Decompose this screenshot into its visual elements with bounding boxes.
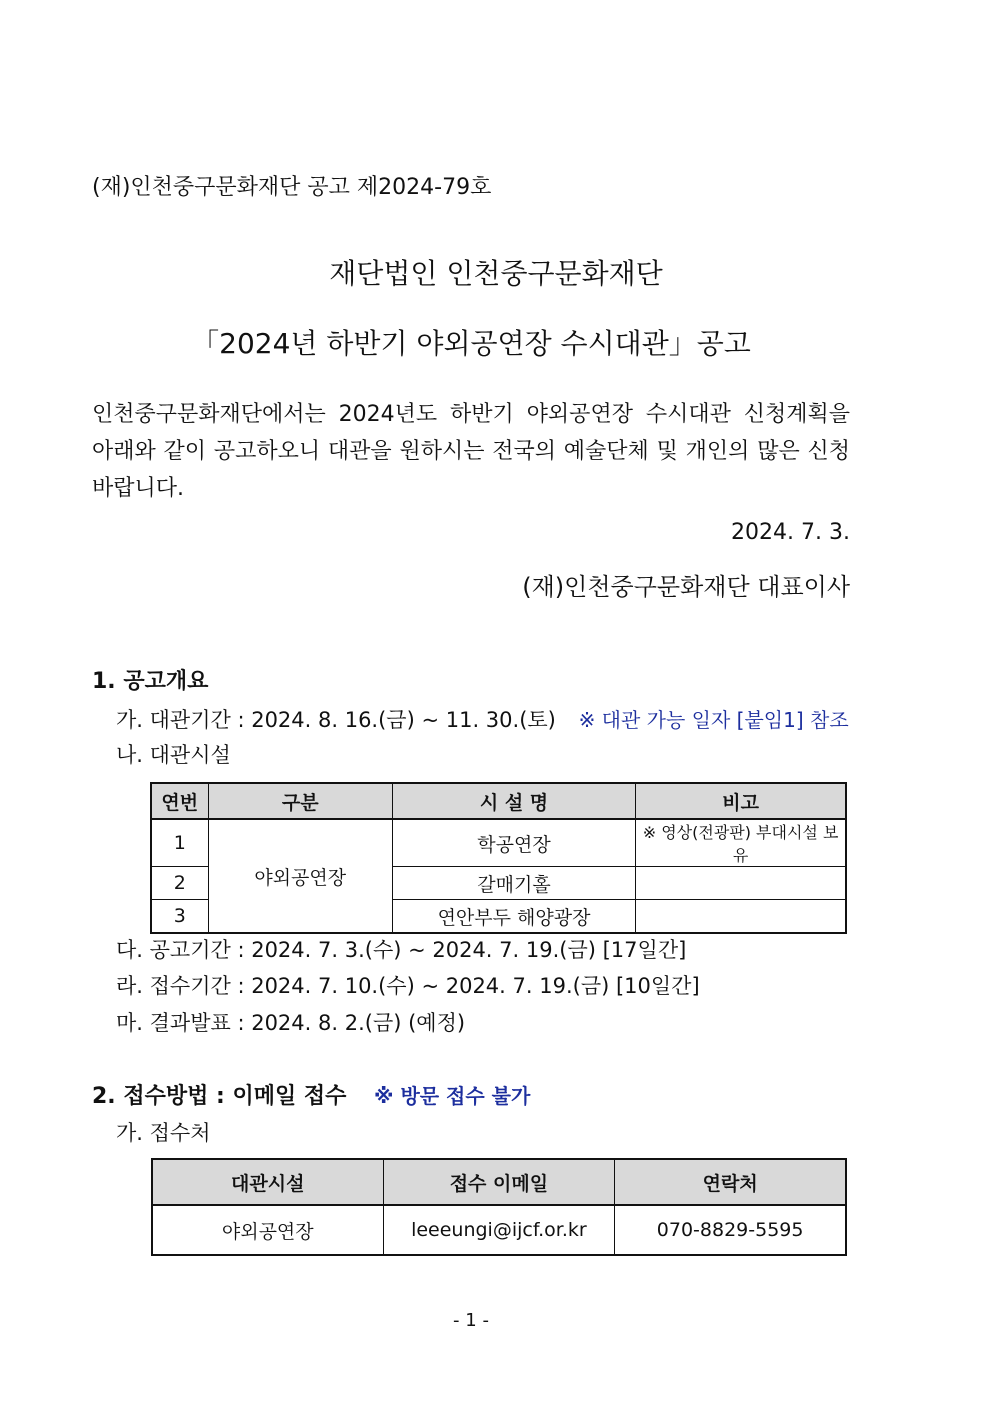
result-announcement-item: 마. 결과발표 : 2024. 8. 2.(금) (예정) — [116, 1011, 466, 1035]
table-header-row — [151, 783, 846, 819]
notice-period-item: 다. 공고기간 : 2024. 7. 3.(수) ~ 2024. 7. 19.(금) [17일간] — [116, 938, 687, 962]
intro-paragraph — [92, 396, 850, 507]
col-header: 접수 이메일 — [383, 1159, 615, 1205]
row-number: 3 — [151, 900, 208, 934]
notice-number: (재)인천중구문화재단 공고 제2024-79호 — [92, 175, 492, 200]
receipt-facility: 야외공연장 — [152, 1205, 383, 1255]
section2-note: ※ 방문 접수 불가 — [374, 1084, 531, 1108]
title-foundation: 재단법인 인천중구문화재단 — [329, 257, 663, 290]
facility-note — [636, 900, 846, 934]
receipt-table — [151, 1158, 847, 1256]
intro-line: 아래와 같이 공고하오니 대관을 원하시는 전국의 예술단체 및 개인의 많은 신청 — [92, 439, 850, 464]
announcement-date: 2024. 7. 3. — [731, 520, 850, 545]
facility-item: 나. 대관시설 — [116, 743, 231, 767]
col-header: 대관시설 — [152, 1159, 383, 1205]
col-header: 비고 — [636, 783, 846, 819]
rental-period-note: ※ 대관 가능 일자 [붙임1] 참조 — [578, 708, 849, 732]
intro-line: 인천중구문화재단에서는 2024년도 하반기 야외공연장 수시대관 신청계획을 — [92, 402, 850, 427]
facility-table — [150, 782, 847, 934]
section2-heading: 2. 접수방법 : 이메일 접수 — [92, 1084, 347, 1109]
receipt-email: leeeungi@ijcf.or.kr — [383, 1205, 615, 1255]
col-header: 연락처 — [615, 1159, 846, 1205]
application-period-item: 라. 접수기간 : 2024. 7. 10.(수) ~ 2024. 7. 19.(금) [10일간] — [116, 974, 700, 998]
table-row — [152, 1205, 846, 1255]
facility-name: 학공연장 — [392, 819, 635, 867]
section1-heading: 1. 공고개요 — [92, 669, 209, 694]
row-number: 2 — [151, 867, 208, 900]
page-number: - 1 - — [453, 1310, 489, 1331]
facility-name: 갈매기홀 — [392, 867, 635, 900]
facility-category: 야외공연장 — [208, 819, 392, 933]
col-header: 시 설 명 — [392, 783, 635, 819]
rental-period-text: 가. 대관기간 : 2024. 8. 16.(금) ~ 11. 30.(토) — [116, 708, 556, 732]
col-header: 연번 — [151, 783, 208, 819]
title-announcement: 「2024년 하반기 야외공연장 수시대관」공고 — [191, 327, 751, 360]
intro-line: 바랍니다. — [92, 476, 185, 501]
facility-note — [636, 867, 846, 900]
section2-heading-line — [92, 1079, 530, 1110]
facility-name: 연안부두 해양광장 — [392, 900, 635, 934]
signer: (재)인천중구문화재단 대표이사 — [522, 573, 850, 601]
row-number: 1 — [151, 819, 208, 867]
table-header-row — [152, 1159, 846, 1205]
facility-note: ※ 영상(전광판) 부대시설 보유 — [636, 819, 846, 867]
receipt-phone: 070-8829-5595 — [615, 1205, 846, 1255]
rental-period-item — [116, 704, 849, 734]
receipt-place-item: 가. 접수처 — [116, 1121, 211, 1145]
table-row — [151, 819, 846, 867]
col-header: 구분 — [208, 783, 392, 819]
